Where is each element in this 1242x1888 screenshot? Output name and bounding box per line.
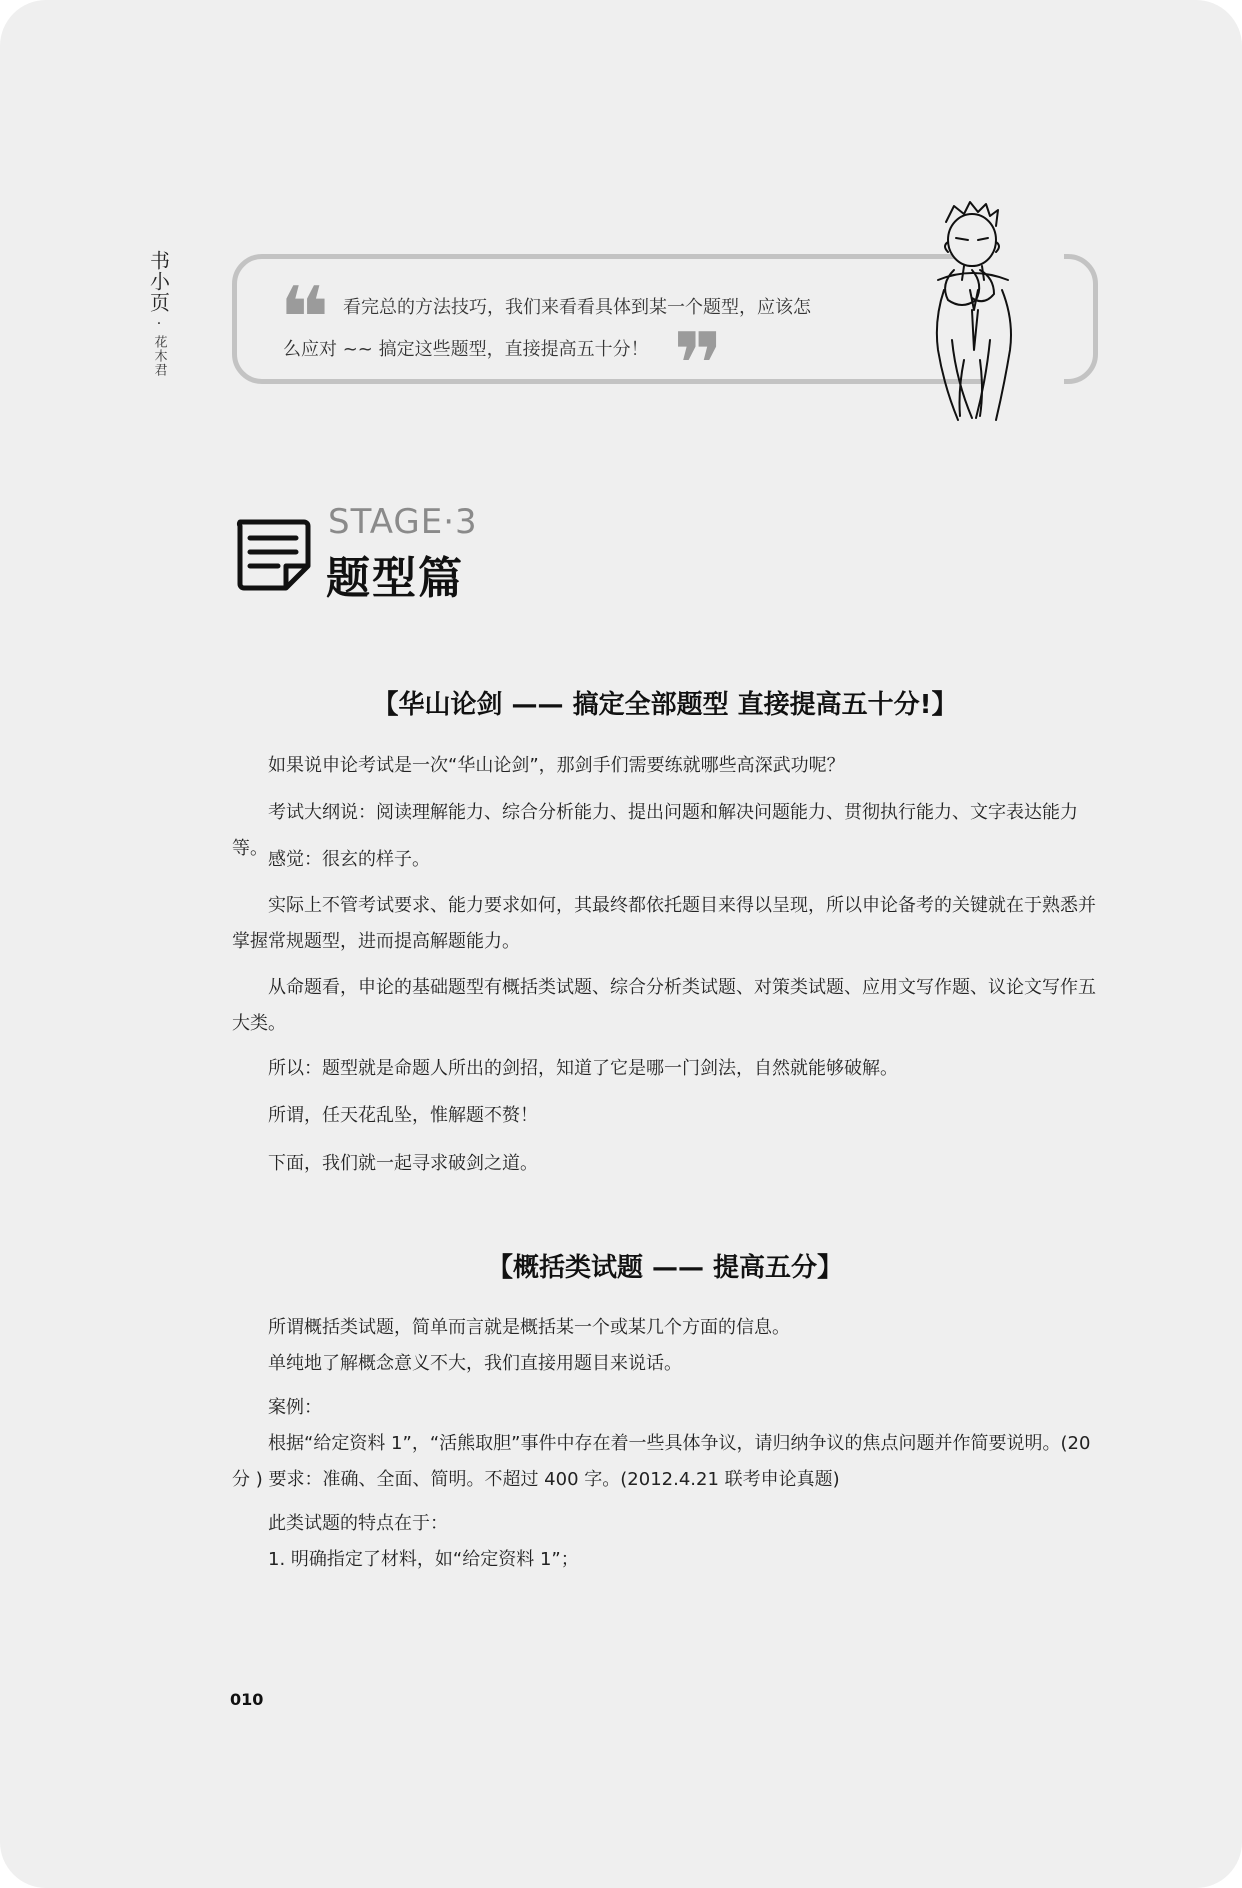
- note-icon: [236, 516, 314, 594]
- section-heading-huashan: 【华山论剑 —— 搞定全部题型 直接提高五十分!】: [372, 690, 958, 720]
- stage-label: STAGE·3: [328, 502, 478, 542]
- book-spine-label: [146, 250, 172, 377]
- paragraph: 所谓概括类试题，简单而言就是概括某一个或某几个方面的信息。: [268, 1317, 790, 1338]
- chapter-title: 题型篇: [326, 553, 464, 604]
- section-heading-summary: 【概括类试题 —— 提高五分】: [486, 1253, 844, 1283]
- open-quote-icon: ❝: [279, 269, 330, 369]
- paragraph: 从命题看，申论的基础题型有概括类试题、综合分析类试题、对策类试题、应用文写作题、议论文写作五大类。: [232, 977, 1096, 1034]
- paragraph: 所谓，任天花乱坠，惟解题不赘！: [268, 1105, 538, 1126]
- feature-item: 1. 明确指定了材料，如“给定资料 1”；: [268, 1549, 579, 1570]
- close-quote-icon: ❞: [673, 315, 724, 415]
- case-label: 案例：: [268, 1397, 322, 1418]
- paragraph: 实际上不管考试要求、能力要求如何，其最终都依托题目来得以呈现，所以申论备考的关键就在于熟悉并掌握常规题型，进而提高解题能力。: [232, 895, 1096, 952]
- speech-line-1: 看完总的方法技巧，我们来看看具体到某一个题型，应该怎: [343, 297, 811, 318]
- paragraph: 考试大纲说：阅读理解能力、综合分析能力、提出问题和解决问题能力、贯彻执行能力、文字表达能力等。: [232, 802, 1078, 859]
- speech-text: [283, 287, 923, 371]
- paragraph: 下面，我们就一起寻求破剑之道。: [268, 1153, 538, 1174]
- book-title: 书小页: [146, 250, 171, 313]
- paragraph: 感觉：很玄的样子。: [268, 849, 430, 870]
- spine-dot: ·: [156, 316, 162, 332]
- features-label: 此类试题的特点在于：: [268, 1513, 448, 1534]
- page-number: 010: [230, 1690, 264, 1709]
- paragraph: 如果说申论考试是一次“华山论剑”，那剑手们需要练就哪些高深武功呢？: [268, 755, 845, 776]
- author-name: 花木君: [151, 335, 167, 377]
- cartoon-man-illustration: [924, 200, 1064, 425]
- paragraph: 单纯地了解概念意义不大，我们直接用题目来说话。: [268, 1353, 682, 1374]
- speech-line-2: 么应对 ~~ 搞定这些题型，直接提高五十分！: [283, 339, 649, 360]
- paragraph: 所以：题型就是命题人所出的剑招，知道了它是哪一门剑法，自然就能够破解。: [268, 1058, 898, 1079]
- case-text: 根据“给定资料 1”，“活熊取胆”事件中存在着一些具体争议，请归纳争议的焦点问题并作简要说明。(20 分 ) 要求：准确、全面、简明。不超过 400 字。(2012.4.21 联考申论真题): [232, 1433, 1091, 1490]
